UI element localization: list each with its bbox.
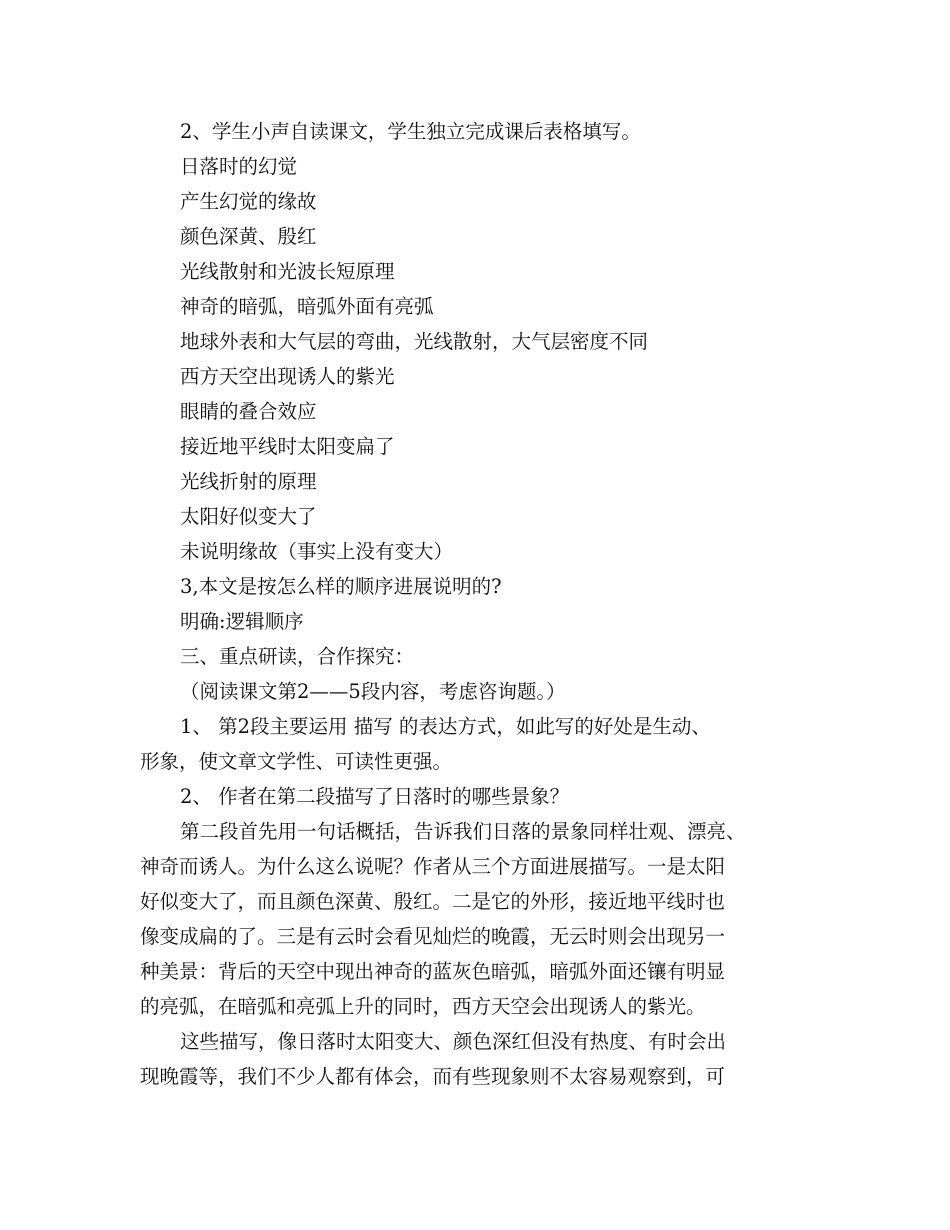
text-line: 神奇的暗弧，暗弧外面有亮弧 [180, 295, 434, 318]
text-line: 产生幻觉的缘故 [180, 190, 317, 213]
text-line: 现晚霞等，我们不少人都有体会，而有些现象则不太容易观察到，可 [140, 1065, 726, 1088]
text-line: 明确:逻辑顺序 [180, 610, 304, 633]
text-line: 1、 第2段主要运用 描写 的表达方式，如此写的好处是生动、 [180, 715, 711, 738]
section-heading: 三、重点研读，合作探究： [180, 645, 415, 668]
text-line: 形象，使文章文学性、可读性更强。 [140, 750, 453, 773]
text-line: 光线折射的原理 [180, 470, 317, 493]
text-line: 接近地平线时太阳变扁了 [180, 435, 395, 458]
text-line: 的亮弧，在暗弧和亮弧上升的同时，西方天空会出现诱人的紫光。 [140, 995, 706, 1018]
text-line: 太阳好似变大了 [180, 505, 317, 528]
text-line: 眼睛的叠合效应 [180, 400, 317, 423]
text-line: 日落时的幻觉 [180, 155, 298, 178]
text-line: 光线散射和光波长短原理 [180, 260, 395, 283]
text-line: 神奇而诱人。为什么这么说呢？作者从三个方面进展描写。一是太阳 [140, 855, 726, 878]
text-line: 3,本文是按怎么样的顺序进展说明的? [180, 575, 502, 598]
text-line: 未说明缘故（事实上没有变大） [180, 540, 454, 563]
text-line: （阅读课文第2——5段内容，考虑咨询题。） [180, 680, 566, 703]
text-line: 地球外表和大气层的弯曲，光线散射，大气层密度不同 [180, 330, 649, 353]
text-line: 这些描写，像日落时太阳变大、颜色深红但没有热度、有时会出 [180, 1030, 727, 1053]
text-line: 2、学生小声自读课文，学生独立完成课后表格填写。 [180, 120, 641, 143]
text-line: 西方天空出现诱人的紫光 [180, 365, 395, 388]
text-line: 好似变大了，而且颜色深黄、殷红。二是它的外形，接近地平线时也 [140, 890, 726, 913]
text-line: 种美景：背后的天空中现出神奇的蓝灰色暗弧，暗弧外面还镶有明显 [140, 960, 726, 983]
text-line: 2、 作者在第二段描写了日落时的哪些景象？ [180, 785, 570, 808]
text-line: 第二段首先用一句话概括，告诉我们日落的景象同样壮观、漂亮、 [180, 820, 746, 843]
text-line: 像变成扁的了。三是有云时会看见灿烂的晚霞，无云时则会出现另一 [140, 925, 726, 948]
text-line: 颜色深黄、殷红 [180, 225, 317, 248]
document-body [140, 114, 830, 1094]
